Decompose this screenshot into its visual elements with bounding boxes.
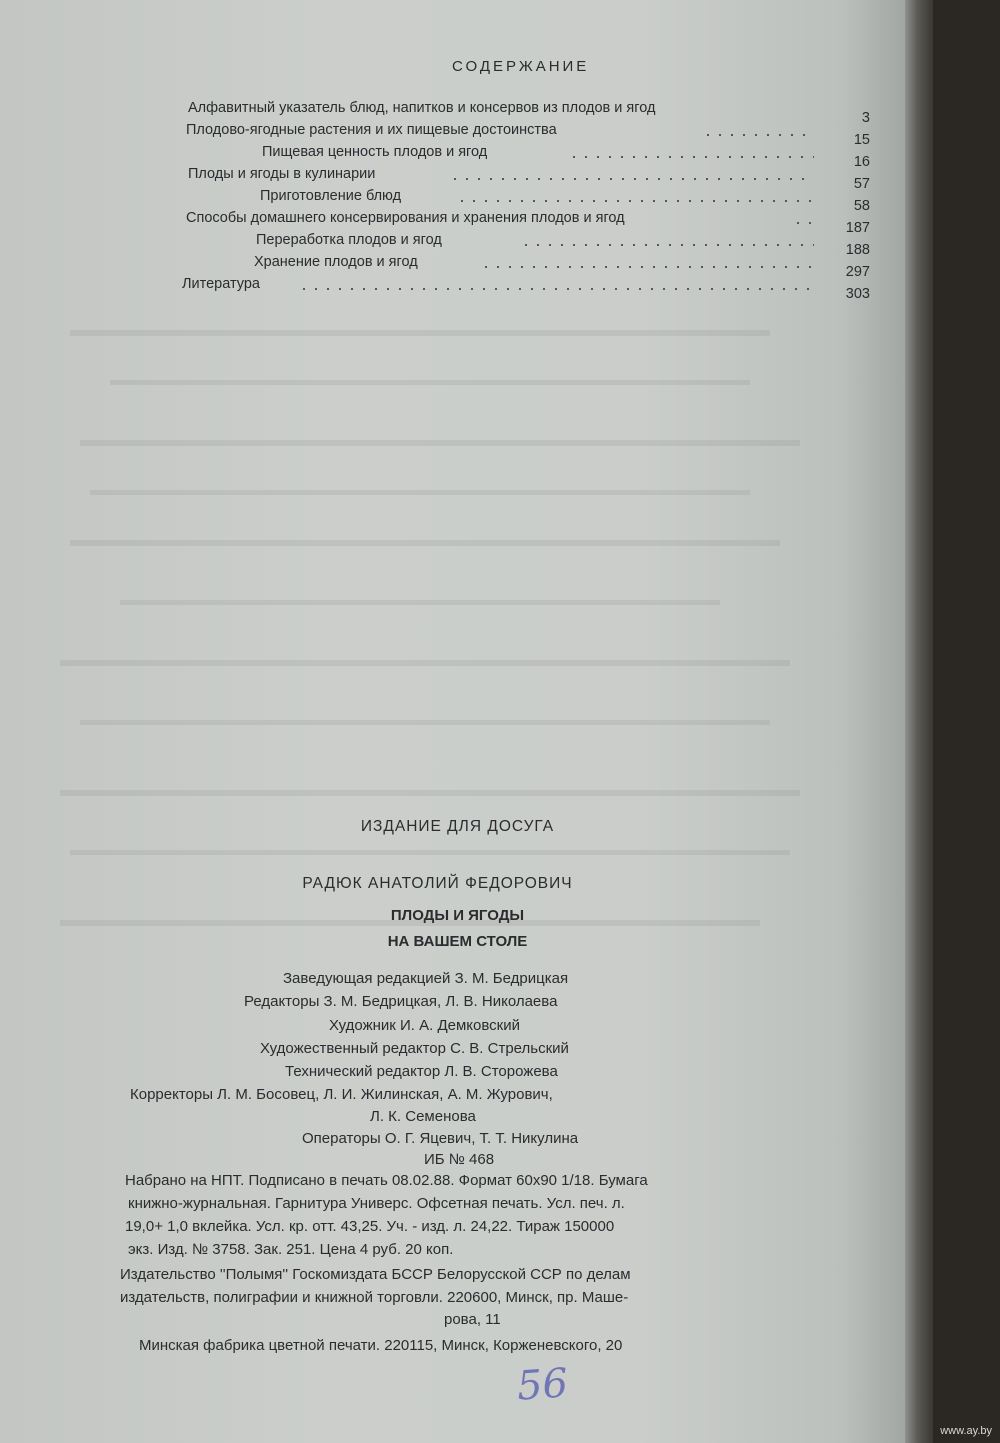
toc-entry [180, 210, 870, 236]
toc-entry [180, 166, 870, 192]
toc-title: СОДЕРЖАНИЕ [452, 58, 590, 75]
toc-entry [180, 276, 870, 302]
handwritten-page-number: 56 [515, 1360, 570, 1410]
toc-entry-page: 187 [845, 220, 870, 236]
publisher-line: Издательство ''Полымя'' Госкомиздата БССР Белорусской ССР по делам [120, 1266, 631, 1283]
toc-entry-label: Плодово-ягодные растения и их пищевые достоинства [186, 122, 557, 138]
toc-entry-label: Пищевая ценность плодов и ягод [262, 144, 488, 160]
toc-leader-dots [449, 178, 814, 180]
toc-entry-label: Литература [182, 276, 260, 292]
author-name: РАДЮК АНАТОЛИЙ ФЕДОРОВИЧ [302, 875, 573, 892]
toc-entry-page: 303 [845, 286, 870, 302]
toc-entry [180, 122, 870, 148]
toc-entry-page: 16 [853, 154, 870, 170]
toc-leader-dots [520, 244, 814, 246]
book-title-line-1: ПЛОДЫ И ЯГОДЫ [390, 907, 525, 924]
credit-line: Операторы О. Г. Яцевич, Т. Т. Никулина [302, 1130, 579, 1147]
publisher-line: рова, 11 [444, 1311, 501, 1328]
toc-leader-dots [792, 222, 814, 224]
toc-leader-dots [702, 134, 814, 136]
toc-entry [180, 254, 870, 280]
toc-entry-page: 58 [853, 198, 870, 214]
toc-entry-page: 3 [861, 110, 870, 126]
credit-line: Л. К. Семенова [370, 1108, 476, 1125]
toc-leader-dots [456, 200, 814, 202]
watermark: www.ay.by [940, 1425, 992, 1437]
page-edge [905, 0, 933, 1443]
toc-entry [180, 188, 870, 214]
credit-line: Редакторы З. М. Бедрицкая, Л. В. Николаева [244, 993, 558, 1010]
credit-line: Заведующая редакцией З. М. Бедрицкая [283, 970, 569, 987]
toc-entry [180, 144, 870, 170]
print-details-line: книжно-журнальная. Гарнитура Универс. Офсетная печать. Усл. печ. л. [128, 1195, 625, 1212]
toc-entry-label: Плоды и ягоды в кулинарии [188, 166, 376, 182]
toc-entry-label: Переработка плодов и ягод [256, 232, 442, 248]
toc-entry [180, 232, 870, 258]
toc-entry-page: 57 [853, 176, 870, 192]
toc-leader-dots [568, 156, 814, 158]
credit-line: Художник И. А. Демковский [329, 1017, 520, 1034]
credit-line: Художественный редактор С. В. Стрельский [260, 1040, 569, 1057]
toc-entry-page: 15 [853, 132, 870, 148]
toc-entry-page: 297 [845, 264, 870, 280]
printer-line: Минская фабрика цветной печати. 220115, Минск, Корженевского, 20 [139, 1337, 623, 1354]
toc-entry-label: Хранение плодов и ягод [254, 254, 418, 270]
toc-entry-label: Алфавитный указатель блюд, напитков и консервов из плодов и ягод [188, 100, 656, 116]
toc-entry [180, 100, 870, 126]
print-details-line: Набрано на НПТ. Подписано в печать 08.02.88. Формат 60х90 1/18. Бумага [125, 1172, 648, 1189]
toc-leader-dots [298, 288, 814, 290]
publisher-line: издательств, полиграфии и книжной торговли. 220600, Минск, пр. Маше- [120, 1289, 629, 1306]
credit-line: Корректоры Л. М. Босовец, Л. И. Жилинская, А. М. Журович, [130, 1086, 553, 1103]
credit-line: Технический редактор Л. В. Сторожева [285, 1063, 558, 1080]
toc-entry-label: Приготовление блюд [260, 188, 402, 204]
ib-number: ИБ № 468 [424, 1151, 495, 1168]
print-details-line: 19,0+ 1,0 вклейка. Усл. кр. отт. 43,25. Уч. - изд. л. 24,22. Тираж 150000 [125, 1218, 615, 1235]
book-title-line-2: НА ВАШЕМ СТОЛЕ [387, 933, 528, 950]
print-details-line: экз. Изд. № 3758. Зак. 251. Цена 4 руб. 20 коп. [128, 1241, 454, 1258]
series-label: ИЗДАНИЕ ДЛЯ ДОСУГА [360, 818, 555, 835]
toc-leader-dots [480, 266, 814, 268]
toc-entry-page: 188 [845, 242, 870, 258]
toc-entry-label: Способы домашнего консервирования и хранения плодов и ягод [186, 210, 625, 226]
